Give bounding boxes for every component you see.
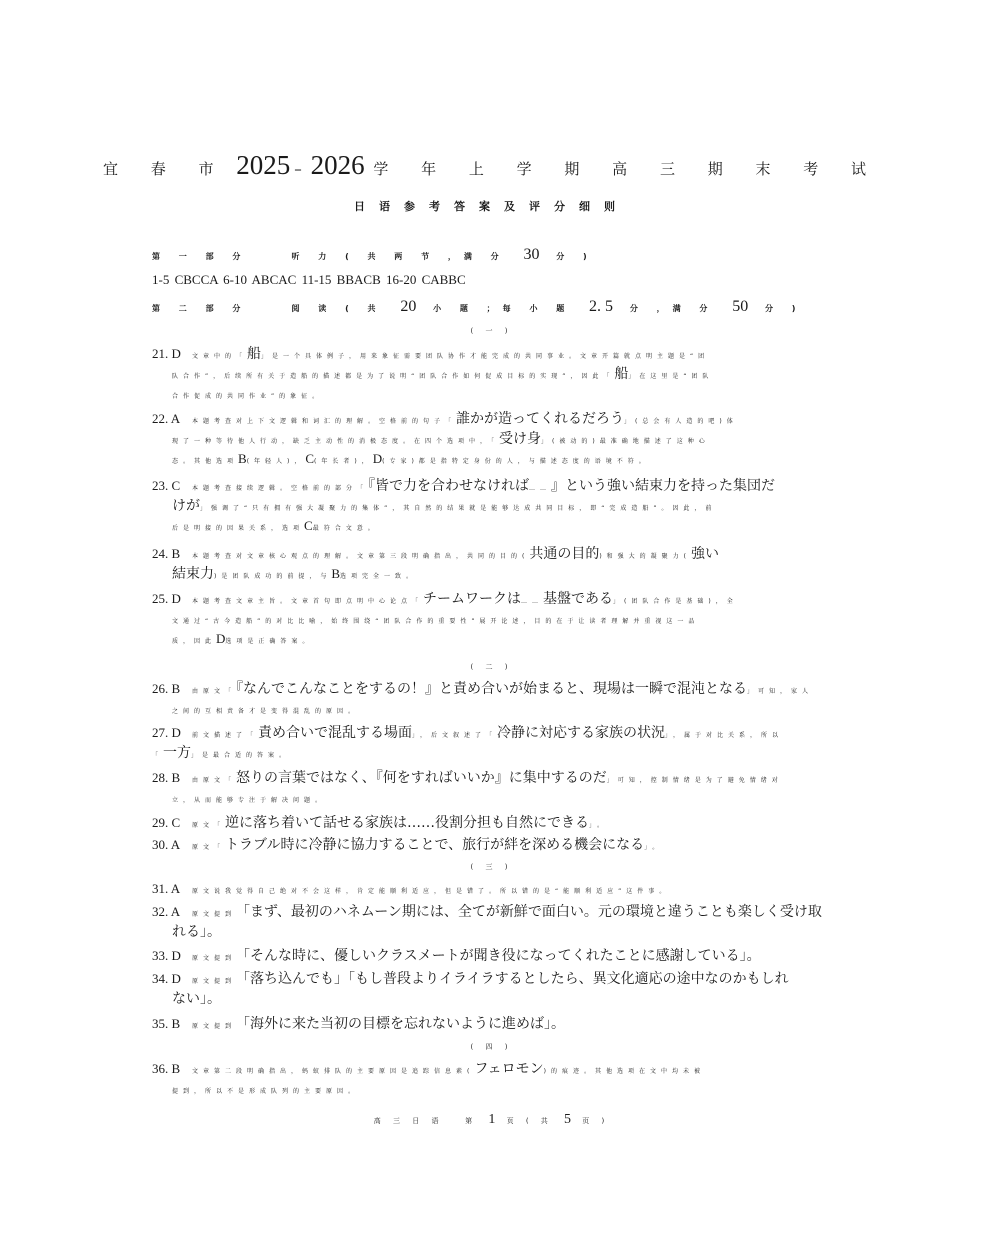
- question-number: 23. C: [152, 478, 181, 493]
- question-number: 22. A: [152, 411, 181, 426]
- q36-text: 文章第二段明确指出，蚂蚁排队的主要原因是追踪信息素(: [192, 1068, 475, 1075]
- footer-page-prefix: 第: [465, 1117, 478, 1125]
- q32-jp: 「まず、最初のハネムーン期には、全てが新鮮で面白い。元の環境と違うことも楽しく受け取: [236, 904, 822, 920]
- question-number: 31. A: [152, 881, 181, 896]
- q22-text: 」(被动的)最准确地描述了这种心: [541, 438, 710, 445]
- footer-total-pages: 5: [564, 1112, 572, 1127]
- q21-text: 」是一个具体例子，用来象征需要团队协作才能完成的共同事业。文章开篇就点明主题是“团: [261, 353, 710, 360]
- question-number: 36. B: [152, 1061, 181, 1076]
- q27-text: 前文描述了「: [192, 732, 259, 739]
- q25-text: 」(团队合作是基础)，全: [613, 598, 738, 605]
- q28-jp: 怒りの言葉ではなく、『何をすればいいか』に集中するのだ: [236, 770, 607, 786]
- q25-text: 本题考查文章主旨。文章首句即点明中心论点「: [192, 598, 424, 605]
- q23-text: ……: [529, 485, 552, 492]
- part1-score: 30: [523, 246, 540, 263]
- question-23: [152, 475, 832, 535]
- q30-text: 」。: [644, 844, 664, 851]
- page-subtitle: 日语参考答案及评分细则: [354, 200, 629, 213]
- listening-answers: 1-5 CBCCA 6-10 ABCAC 11-15 BBACB 16-20 CABBC: [152, 272, 466, 287]
- q23-jp: 』という強い結束力を持った集団だ: [551, 478, 776, 494]
- part2-total: 50: [732, 298, 749, 315]
- part1-unit: 分 ): [556, 252, 595, 261]
- title-year-start: 2025: [236, 150, 291, 180]
- q23-text: 最符合文意。: [312, 525, 379, 532]
- q27-jp: 責め合いで混乱する場面: [258, 725, 413, 741]
- q36-text: )的痕迹。其他选项在文中均未被: [543, 1068, 705, 1075]
- q21-text: 文章中的「: [192, 353, 248, 360]
- title-dash: –: [294, 160, 302, 178]
- part1-label: 第 一 部 分: [152, 252, 249, 261]
- q25-jp: 基盤である: [543, 591, 614, 607]
- q24-jp: 共通の目的: [529, 546, 600, 562]
- part2-label: 第 二 部 分: [152, 304, 249, 313]
- footer-subject: 高 三 日 语: [373, 1117, 444, 1125]
- q27-text: 」是最合适的答案。: [191, 752, 291, 759]
- question-34: [152, 968, 832, 1008]
- q24-text: )是团队成功的前提，与: [214, 573, 332, 580]
- q21-text: 」在这里是“团队: [628, 373, 714, 380]
- question-number: 32. A: [152, 904, 181, 919]
- question-27: [152, 722, 832, 762]
- page-title: [0, 150, 983, 181]
- footer-page-number: 1: [488, 1112, 496, 1127]
- q35-jp: 「海外に来た当初の目標を忘れないように進めば」。: [236, 1016, 566, 1032]
- q22-jp: 受け身: [499, 431, 542, 447]
- q30-text: 原文「: [192, 844, 226, 851]
- q24-option: B: [331, 566, 341, 581]
- q33-text: 原文提到: [192, 955, 237, 962]
- q22-text: (年轻人)，: [246, 458, 306, 465]
- q27-jp: 冷静に対応する家族の状況: [497, 725, 666, 741]
- question-24: [152, 543, 832, 583]
- q22-jp: 誰かが造ってくれるだろう: [456, 411, 625, 427]
- section-mark-2: ( 二 ): [470, 663, 513, 671]
- question-number: 25. D: [152, 591, 181, 606]
- footer-total-prefix: 页 ( 共: [506, 1117, 553, 1125]
- q23-text: 」强调了“只有拥有强大凝聚力的集体”，其自然的结果就是能够达成共同目标，即“完成造船”。因此，前: [200, 505, 717, 512]
- page-footer: [0, 1112, 983, 1128]
- q29-text: 原文「: [192, 822, 226, 829]
- question-number: 33. D: [152, 948, 181, 963]
- question-number: 26. B: [152, 681, 181, 696]
- part2-desc-a: 阅 读 ( 共: [291, 304, 384, 313]
- q36-jp: フェロモン: [474, 1061, 544, 1077]
- q21-jp: 船: [614, 366, 629, 382]
- question-number: 34. D: [152, 971, 181, 986]
- q27-text: 「: [152, 752, 164, 759]
- q24-jp: 強い: [691, 546, 720, 562]
- q25-option: D: [216, 631, 226, 646]
- question-number: 24. B: [152, 546, 181, 561]
- title-city: 宜 春 市: [102, 160, 228, 178]
- title-rest: 学 年 上 学 期 高 三 期 末 考 试: [373, 160, 881, 178]
- q23-jp: けが: [172, 498, 200, 514]
- question-number: 28. B: [152, 770, 181, 785]
- q23-jp: 『皆で力を合わせなければ: [368, 478, 530, 494]
- q27-text: 」，属于对比关系，所以: [665, 732, 784, 739]
- question-29: [152, 812, 832, 832]
- question-28: [152, 767, 832, 807]
- q25-text: 文通过“古今造船”的对比比喻，始终围绕“团队合作的重要性”展开论述，目的在于让读者理解并重视这一品: [172, 618, 700, 625]
- question-30: [152, 834, 832, 854]
- question-number: 29. C: [152, 815, 181, 830]
- q22-text: 态。其他选项: [172, 458, 239, 465]
- q22-option: B: [238, 451, 247, 466]
- q26-text: 之间的互相责备才是变得混乱的原因。: [172, 708, 360, 715]
- q26-jp: 『なんでこんなことをするの！』と責め合いが始まると、現場は一瞬で混沌となる: [236, 681, 748, 697]
- q21-jp: 船: [247, 346, 262, 362]
- q25-text: 质，因此: [172, 638, 217, 645]
- q28-text: 」可知，控制情绪是为了避免情绪对: [606, 777, 783, 784]
- q23-text: 本题考查接续逻辑。空格前的部分「: [192, 485, 369, 492]
- q28-text: 由原文「: [192, 777, 237, 784]
- q22-option: C: [305, 451, 315, 466]
- question-number: 30. A: [152, 837, 181, 852]
- section-mark-3: ( 三 ): [470, 863, 513, 871]
- q30-jp: トラブル時に冷静に協力することで、旅行が絆を深める機会になる: [225, 837, 645, 853]
- q35-text: 原文提到: [192, 1023, 237, 1030]
- q32-jp: れる」。: [172, 924, 221, 940]
- question-number: 27. D: [152, 725, 181, 740]
- q21-text: 合作促成的共同作业”的象征。: [172, 393, 324, 400]
- part2-heading: [152, 298, 803, 316]
- q24-jp: 結束力: [172, 566, 214, 582]
- question-35: [152, 1013, 832, 1033]
- q21-text: 队合作”，后续所有关于造船的描述都是为了说明“团队合作如何促成目标的实现”，因此「: [172, 373, 615, 380]
- part1-desc: 听 力 ( 共 两 节 ，满 分: [291, 252, 507, 261]
- q26-text: 由原文「: [192, 688, 237, 695]
- q26-text: 」可知，家人: [747, 688, 814, 695]
- q34-jp: ない」。: [172, 991, 221, 1007]
- q31-text: 原文说我觉得自己绝对不会这样，肯定能顺利适应，但是错了。所以错的是“能顺利适应”这件事。: [192, 888, 671, 895]
- part2-each-score: 2. 5: [589, 298, 614, 315]
- question-number: 35. B: [152, 1016, 181, 1031]
- q34-jp: 「落ち込んでも」「もし普段よりイライラするとしたら、異文化適応の途中なのかもしれ: [236, 971, 789, 987]
- q22-text: 现了一种等待他人行动，缺乏主动性的消极态度。在四个选项中，「: [172, 438, 500, 445]
- q28-text: 立，从而能够专注于解决问题。: [172, 797, 327, 804]
- question-number: 21. D: [152, 346, 181, 361]
- section-mark-1: ( 一 ): [470, 327, 513, 335]
- q23-text: 后是明接的因果关系，选项: [172, 525, 305, 532]
- q24-text: )和强大的凝聚力(: [599, 553, 692, 560]
- question-31: [152, 878, 832, 898]
- q27-jp: 一方: [163, 745, 192, 761]
- q22-text: (年长者)，: [314, 458, 373, 465]
- question-36: [152, 1058, 832, 1098]
- part1-heading: [152, 246, 595, 264]
- question-21: [152, 343, 832, 403]
- q22-option: D: [372, 451, 383, 466]
- q22-text: 本题考查对上下文逻辑和词汇的理解。空格前的句子「: [192, 418, 457, 425]
- question-22: [152, 408, 832, 468]
- part2-desc-c: 分 ，满 分: [629, 304, 716, 313]
- q25-jp: チームワークは: [423, 591, 522, 607]
- q23-option: C: [304, 518, 313, 533]
- q27-text: 」，后文叙述了「: [412, 732, 498, 739]
- q33-jp: 「そんな時に、優しいクラスメートが聞き役になってくれたことに感謝している」。: [236, 948, 761, 964]
- question-32: [152, 901, 832, 941]
- question-26: [152, 678, 832, 718]
- title-year-end: 2026: [310, 150, 365, 180]
- q34-text: 原文提到: [192, 978, 237, 985]
- footer-suffix: 页 ): [582, 1117, 610, 1125]
- q24-text: 选项完全一致。: [340, 573, 418, 580]
- part2-desc-b: 小 题 ；每 小 题: [433, 304, 573, 313]
- q29-text: 」。: [589, 822, 609, 829]
- q29-jp: 逆に落ち着いて話せる家族は……役割分担も自然にできる: [225, 815, 590, 831]
- q22-text: (专家)都是指特定身份的人，与描述态度的语境不符。: [382, 458, 650, 465]
- q24-text: 本题考查对文章核心观点的理解。文章第三段明确指出，共同的目的(: [192, 553, 530, 560]
- part2-desc-d: 分 ): [765, 304, 804, 313]
- part2-count: 20: [400, 298, 417, 315]
- q36-text: 提到，所以不是形成队列的主要原因。: [172, 1088, 360, 1095]
- q25-text: 选项是正确答案。: [225, 638, 314, 645]
- q22-text: 」(总会有人造的吧)体: [624, 418, 738, 425]
- q32-text: 原文提到: [192, 911, 237, 918]
- section-mark-4: ( 四 ): [470, 1043, 513, 1051]
- question-33: [152, 945, 832, 965]
- question-25: [152, 588, 832, 648]
- q25-text: ……: [521, 598, 544, 605]
